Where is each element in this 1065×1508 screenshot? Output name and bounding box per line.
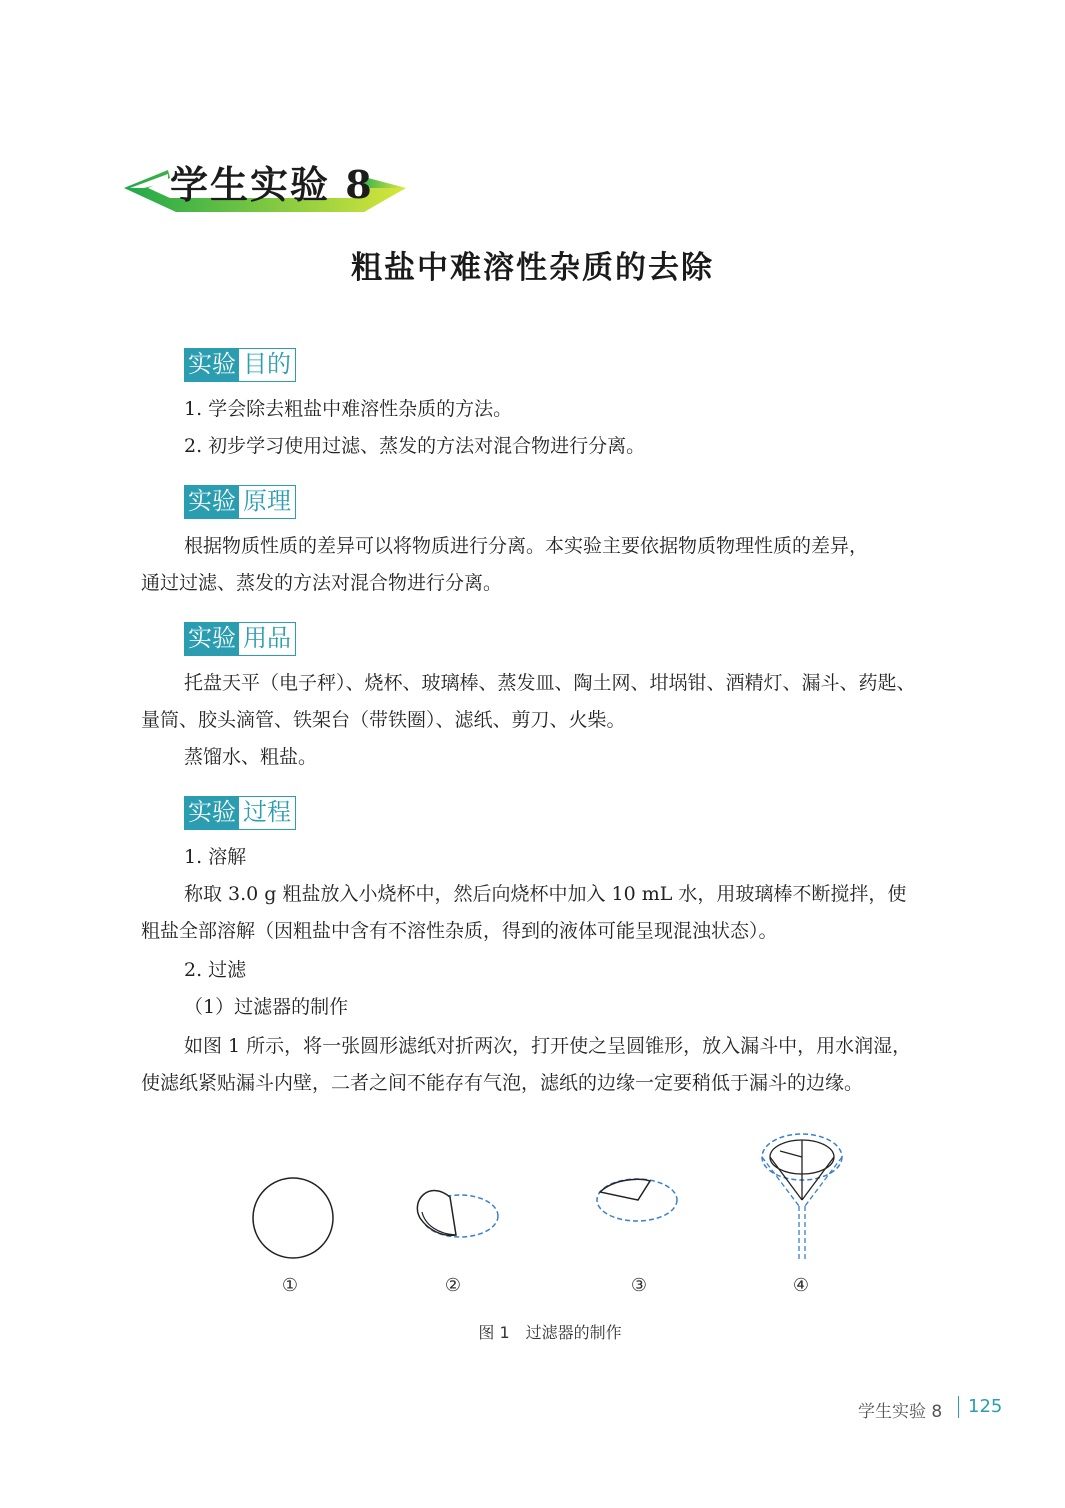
- process-text: 称取 3.0 g 粗盐放入小烧杯中，然后向烧杯中加入 10 mL 水，用玻璃棒不断搅拌，使: [184, 883, 907, 905]
- supplies-text: 托盘天平（电子秤）、烧杯、玻璃棒、蒸发皿、陶土网、坩埚钳、酒精灯、漏斗、药匙、: [184, 672, 916, 694]
- section-heading-prefix: 实验: [185, 797, 239, 829]
- process-text: 使滤纸紧贴漏斗内壁，二者之间不能存有气泡，滤纸的边缘一定要稍低于漏斗的边缘。: [141, 1072, 864, 1094]
- section-heading-suffix: 过程: [239, 797, 295, 829]
- supplies-text: 蒸馏水、粗盐。: [184, 746, 318, 768]
- figure-label: ③: [630, 1275, 648, 1296]
- process-substep-heading: （1）过滤器的制作: [184, 996, 349, 1018]
- supplies-text: 量筒、胶头滴管、铁架台（带铁圈）、滤纸、剪刀、火柴。: [141, 709, 626, 731]
- figure-label: ①: [281, 1275, 299, 1296]
- funnel-with-filter-drawing: [762, 1134, 842, 1260]
- page-number: 125: [968, 1396, 1003, 1417]
- figure-label: ④: [792, 1275, 810, 1296]
- process-text: 粗盐全部溶解（因粗盐中含有不溶性杂质，得到的液体可能呈现混浊状态）。: [141, 920, 778, 942]
- process-step-heading: 2. 过滤: [184, 959, 247, 981]
- principle-text: 通过过滤、蒸发的方法对混合物进行分离。: [141, 572, 503, 594]
- section-heading-suffix: 原理: [239, 486, 295, 518]
- figure-label: ②: [444, 1275, 462, 1296]
- process-text: 如图 1 所示，将一张圆形滤纸对折两次，打开使之呈圆锥形，放入漏斗中，用水润湿，: [184, 1035, 912, 1057]
- section-heading-suffix: 用品: [239, 623, 295, 655]
- section-heading-supplies: [184, 622, 296, 656]
- section-heading-principle: [184, 485, 296, 519]
- section-heading-prefix: 实验: [185, 486, 239, 518]
- section-heading-purpose: [184, 348, 296, 382]
- footer-divider: [958, 1396, 959, 1418]
- chapter-banner: [120, 148, 420, 218]
- principle-text: 根据物质性质的差异可以将物质进行分离。本实验主要依据物质物理性质的差异，: [184, 535, 869, 557]
- filter-paper-circle-drawing: [253, 1178, 333, 1258]
- purpose-item: 1. 学会除去粗盐中难溶性杂质的方法。: [184, 398, 513, 420]
- page-title: 粗盐中难溶性杂质的去除: [351, 250, 714, 286]
- purpose-item: 2. 初步学习使用过滤、蒸发的方法对混合物进行分离。: [184, 435, 646, 457]
- section-heading-suffix: 目的: [239, 349, 295, 381]
- filter-making-figure: [230, 1120, 870, 1310]
- figure-caption: 图 1 过滤器的制作: [478, 1323, 622, 1342]
- section-heading-prefix: 实验: [185, 623, 239, 655]
- section-heading-prefix: 实验: [185, 349, 239, 381]
- filter-paper-folded-quarter-drawing: [597, 1179, 677, 1221]
- section-heading-process: [184, 796, 296, 830]
- process-step-heading: 1. 溶解: [184, 846, 247, 868]
- filter-paper-folded-half-drawing: [417, 1191, 498, 1237]
- footer-section-label: 学生实验 8: [858, 1402, 943, 1422]
- banner-title: 学生实验 8: [170, 162, 374, 207]
